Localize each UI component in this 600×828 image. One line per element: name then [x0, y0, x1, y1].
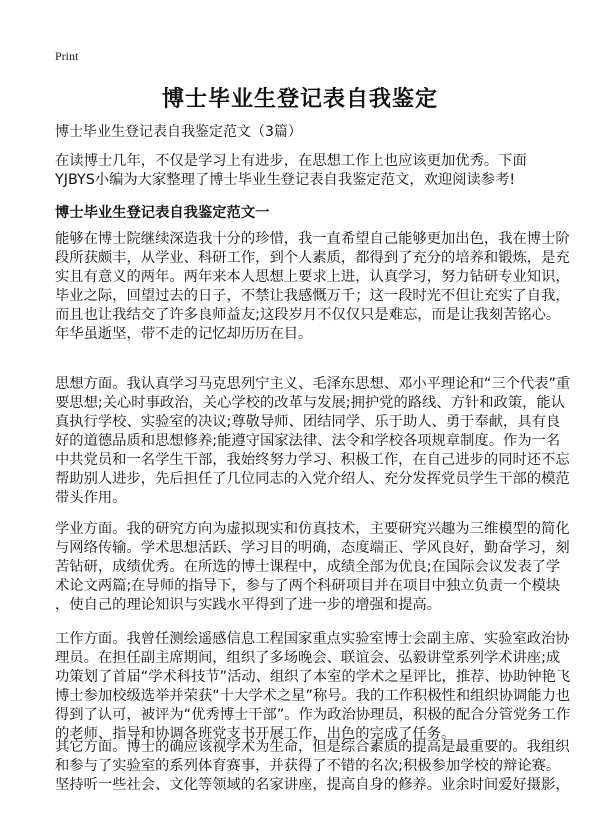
- text-line: 的老师、指导和协调各班党支书开展工作，出色的完成了任务。: [55, 726, 456, 742]
- subtitle: 博士毕业生登记表自我鉴定范文（3篇）: [55, 124, 302, 140]
- text-line: 术论文两篇;在导师的指导下，参与了两个科研项目并在项目中独立负责一个模块: [55, 578, 561, 594]
- paragraph-academics: [55, 520, 570, 615]
- text-line: 功策划了首届“学术科技节”活动、组织了本室的学术之星评比，推荐、协助钟艳飞: [55, 669, 571, 685]
- paragraph-work: [55, 630, 570, 744]
- text-line: 好的道德品质和思想修养;能遵守国家法律、法令和学校各项规章制度。作为一名: [55, 433, 561, 449]
- text-line: 要思想;关心时事政治，关心学校的改革与发展;拥护党的路线、方针和政策，能认: [55, 395, 566, 411]
- paragraph-ideology: [55, 375, 570, 508]
- paragraph-other: [55, 738, 570, 795]
- text-line: 和参与了实验室的系列体育赛事，并获得了不错的名次;积极参加学校的辩论赛。: [55, 758, 561, 774]
- text-line: 思想方面。我认真学习马克思列宁主义、毛泽东思想、邓小平理论和“三个代表”重: [55, 376, 571, 392]
- intro-paragraph: [55, 152, 527, 190]
- text-line: 中共党员和一名学生干部，我始终努力学习、积极工作，在自己进步的同时还不忘: [55, 452, 570, 468]
- text-line: 工作方面。我曾任测绘遥感信息工程国家重点实验室博士会副主席、实验室政治协: [55, 631, 570, 647]
- text-line: 苦钻研，成绩优秀。在所选的博士课程中，成绩全部为优良;在国际会议发表了学: [55, 559, 561, 575]
- section-heading: 博士毕业生登记表自我鉴定范文一: [55, 205, 270, 221]
- text-line: 坚持听一些社会、文化等领域的名家讲座，提高自身的修养。业余时间爱好摄影，: [55, 777, 570, 793]
- text-line: 年华虽逝坚，带不走的记忆却历历在目。: [55, 326, 313, 342]
- text-line: 得到了认可，被评为“优秀博士干部”。作为政治协理员，积极的配合分管党务工作: [55, 707, 571, 723]
- text-line: 在读博士几年，不仅是学习上有进步，在思想工作上也应该更加优秀。下面: [55, 153, 527, 169]
- text-line: YJBYS小编为大家整理了博士毕业生登记表自我鉴定范文，欢迎阅读参考!: [55, 172, 516, 188]
- text-line: 其它方面。博士的确应该视学术为生命，但是综合素质的提高是最重要的。我组织: [55, 739, 570, 755]
- text-line: 毕业之际，回望过去的日子，不禁让我感慨万千；这一段时光不但让充实了自我，: [55, 288, 570, 304]
- text-line: 带头作用。: [55, 490, 127, 506]
- text-line: 理员。在担任副主席期间，组织了多场晚会、联谊会、弘毅讲堂系列学术讲座;成: [55, 650, 561, 666]
- print-link[interactable]: Print: [55, 49, 79, 63]
- text-line: 而且也让我结交了许多良师益友;这段岁月不仅仅只是难忘，而是让我刻苦铭心。: [55, 307, 561, 323]
- text-line: 帮助别人进步，先后担任了几位同志的入党介绍人、充分发挥党员学生干部的模范: [55, 471, 570, 487]
- page-title: 博士毕业生登记表自我鉴定: [161, 87, 438, 112]
- text-line: 实且有意义的两年。两年来本人思想上要求上进，认真学习，努力钻研专业知识，: [55, 269, 570, 285]
- text-line: 学业方面。我的研究方向为虚拟现实和仿真技术，主要研究兴趣为三维模型的简化: [55, 521, 570, 537]
- text-line: 博士参加校级选举并荣获“十大学术之星”称号。我的工作积极性和组织协调能力也: [55, 688, 571, 704]
- text-line: 能够在博士院继续深造我十分的珍惜，我一直希望自己能够更加出色，我在博士阶: [55, 231, 570, 247]
- text-line: 真执行学校、实验室的决议;尊敬导师、团结同学、乐于助人、勇于奉献，具有良: [55, 414, 561, 430]
- text-line: 段所获颇丰，从学业、科研工作，到个人素质，都得到了充分的培养和锻炼，是充: [55, 250, 570, 266]
- text-line: 与网络传输。学术思想活跃、学习目的明确，态度端正、学风良好，勤奋学习，刻: [55, 540, 570, 556]
- paragraph-intro-reflection: [55, 230, 570, 344]
- text-line: ，使自己的理论知识与实践水平得到了进一步的增强和提高。: [55, 597, 442, 613]
